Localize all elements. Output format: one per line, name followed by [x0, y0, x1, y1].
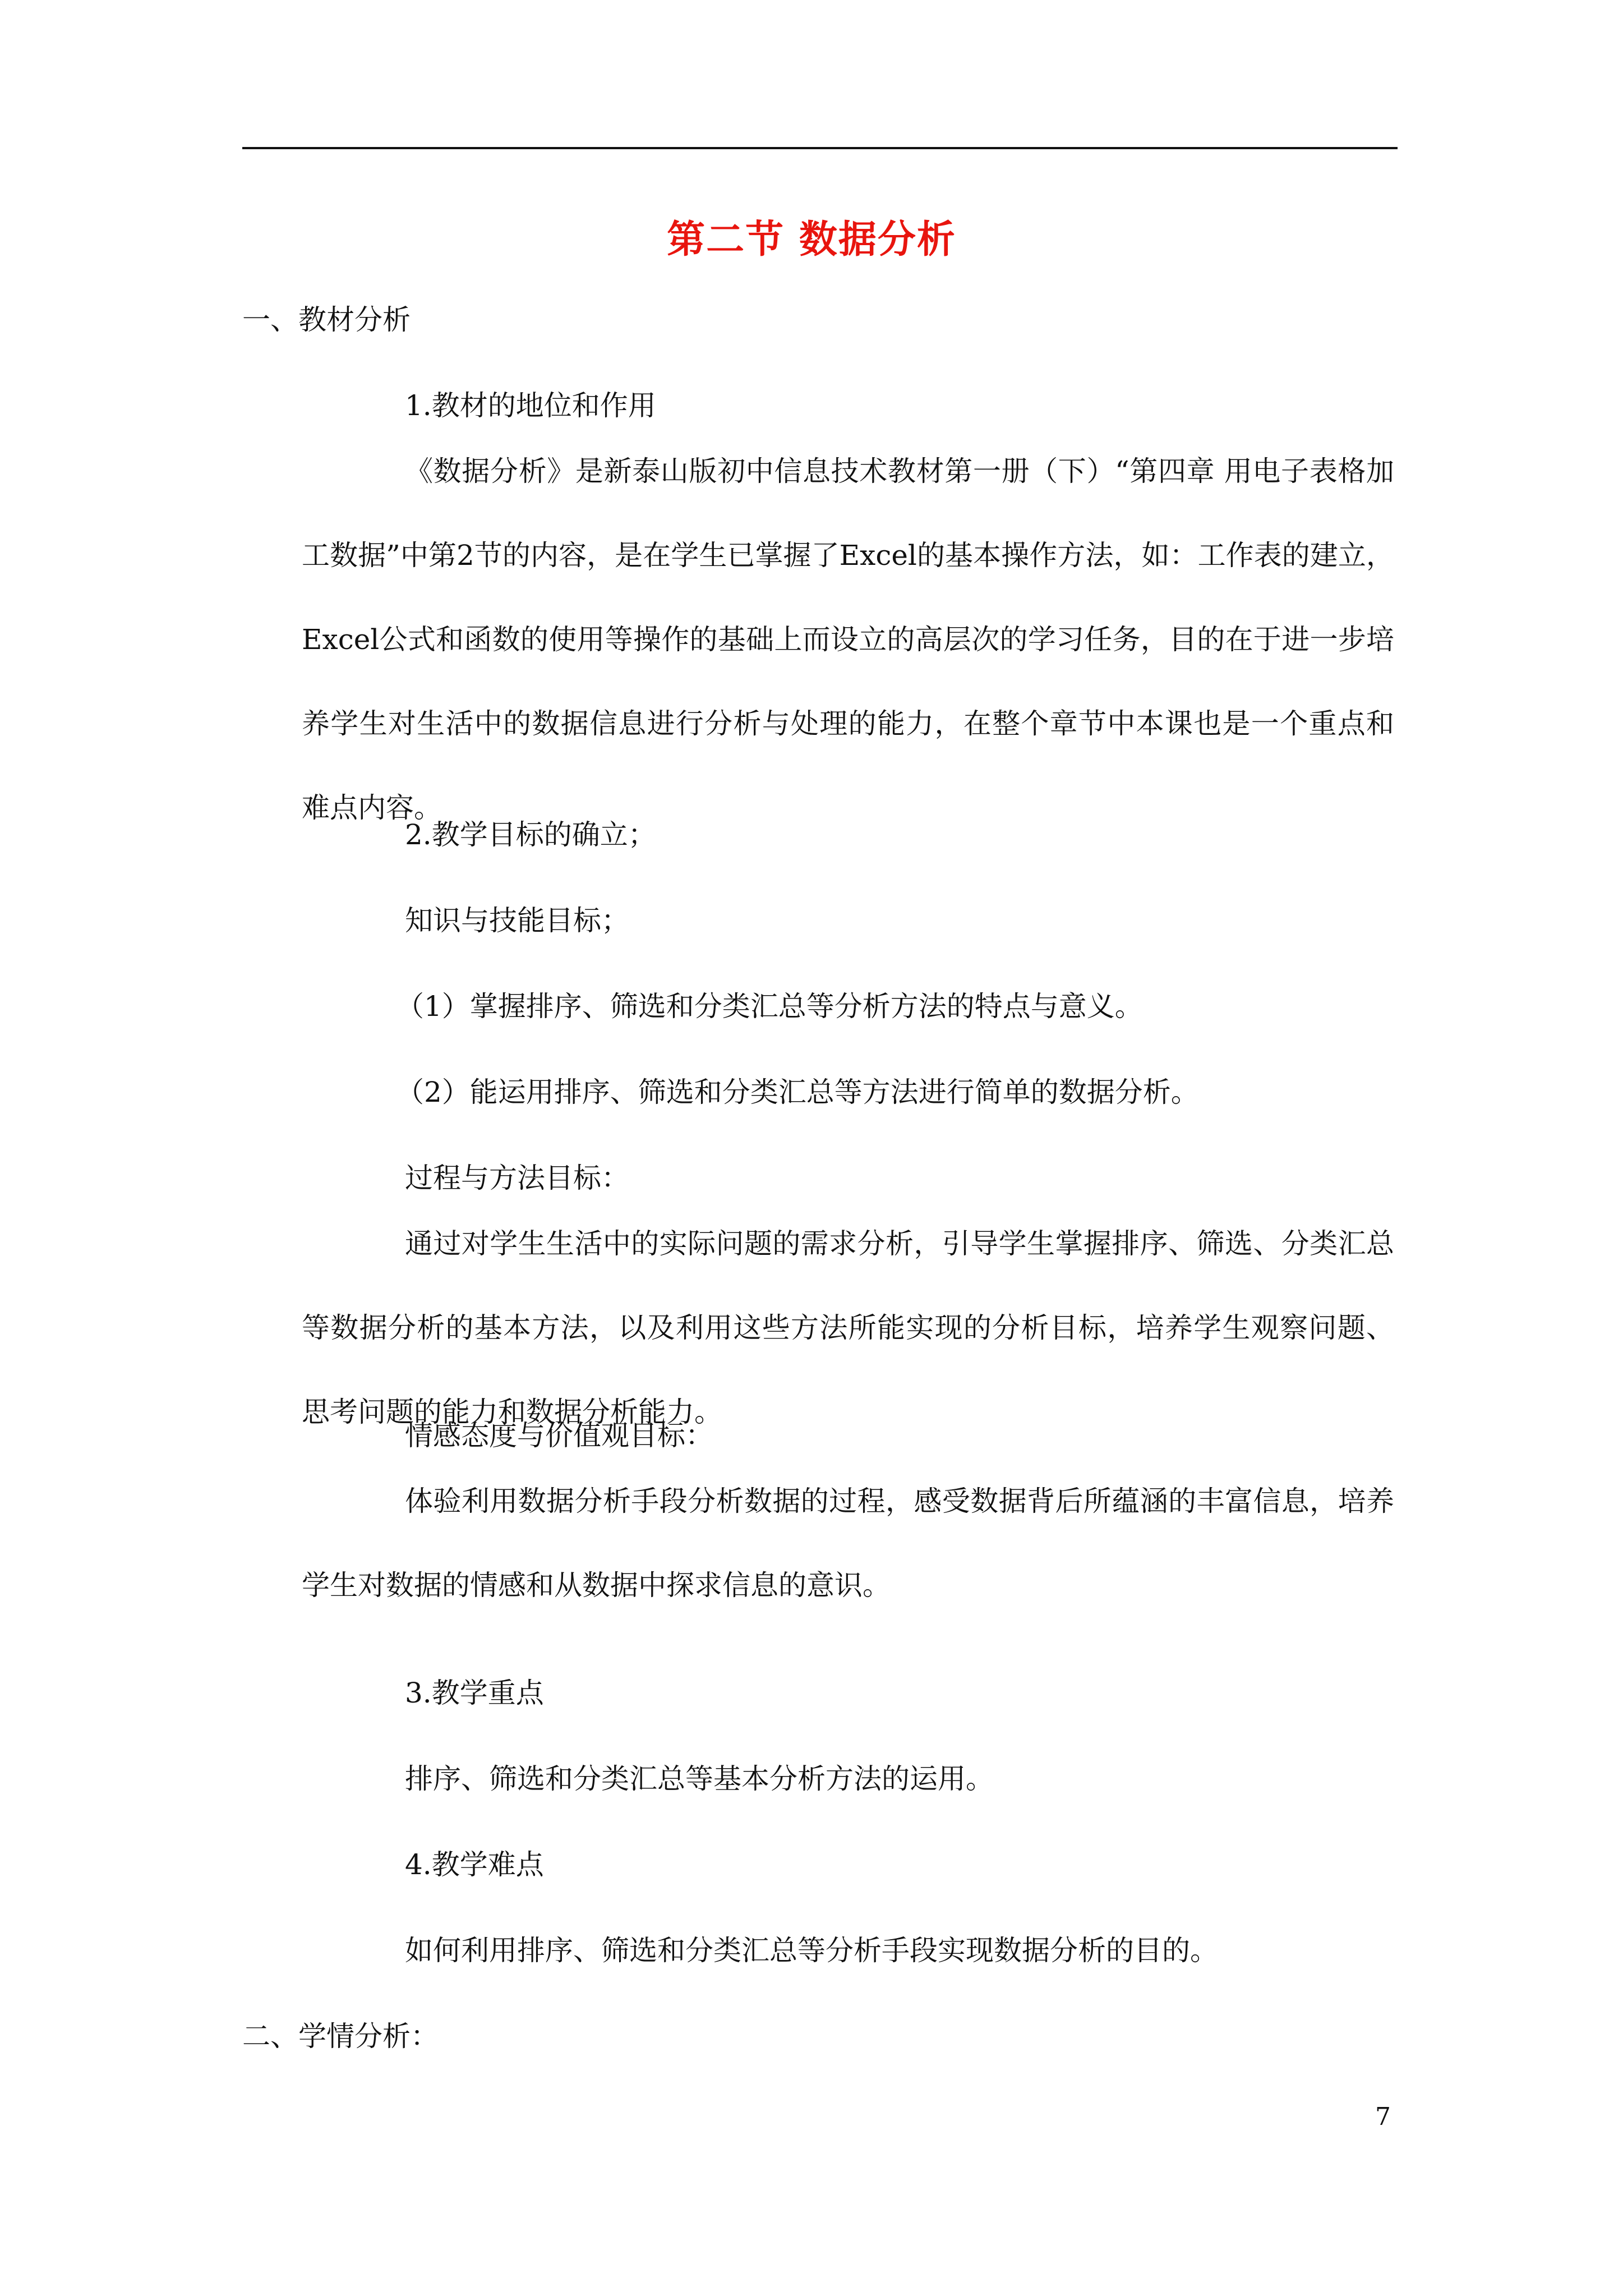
difficult-point-text: 如何利用排序、筛选和分类汇总等分析手段实现数据分析的目的。: [405, 1934, 1218, 1967]
paragraph-process-goal: 通过对学生生活中的实际问题的需求分析，引导学生掌握排序、筛选、分类汇总等数据分析的基本方法，以及利用这些方法所能实现的分析目标，培养学生观察问题、思考问题的能力和数据分析能力。: [302, 1227, 1394, 1428]
key-point-text: 排序、筛选和分类汇总等基本分析方法的运用。: [405, 1763, 994, 1795]
page-title: 第二节 数据分析: [667, 218, 956, 262]
item-heading-difficult-point: 4.教学难点: [405, 1848, 544, 1881]
goal-item-1: （1）掌握排序、筛选和分类汇总等分析方法的特点与意义。: [396, 990, 1143, 1023]
item-heading-goals: 2.教学目标的确立；: [405, 818, 656, 851]
page-number: 7: [1375, 2102, 1391, 2131]
section-heading-textbook-analysis: 一、教材分析: [242, 303, 411, 336]
item-heading-key-point: 3.教学重点: [405, 1677, 544, 1709]
process-goal-heading: 过程与方法目标：: [405, 1162, 629, 1194]
emotion-goal-heading: 情感态度与价值观目标：: [405, 1419, 713, 1452]
section-heading-student-analysis: 二、学情分析：: [242, 2020, 439, 2053]
paragraph-textbook-role: 《数据分析》是新泰山版初中信息技术教材第一册（下）“第四章 用电子表格加工数据”中第2节的内容，是在学生已掌握了Excel的基本操作方法，如：工作表的建立，Excel公式和函数的使用等操作的基础上而设立的高层次的学习任务，目的在于进一步培养学生对生活中的数据信息进行分析与处理的能力，在整个章节中本课也是一个重点和难点内容。: [302, 455, 1394, 824]
header-rule: [242, 147, 1398, 149]
knowledge-goal-heading: 知识与技能目标；: [405, 904, 629, 937]
paragraph-emotion-goal: 体验利用数据分析手段分析数据的过程，感受数据背后所蕴涵的丰富信息，培养学生对数据的情感和从数据中探求信息的意识。: [302, 1485, 1394, 1602]
goal-item-2: （2）能运用排序、筛选和分类汇总等方法进行简单的数据分析。: [396, 1076, 1199, 1108]
item-heading-role: 1.教材的地位和作用: [405, 389, 656, 422]
